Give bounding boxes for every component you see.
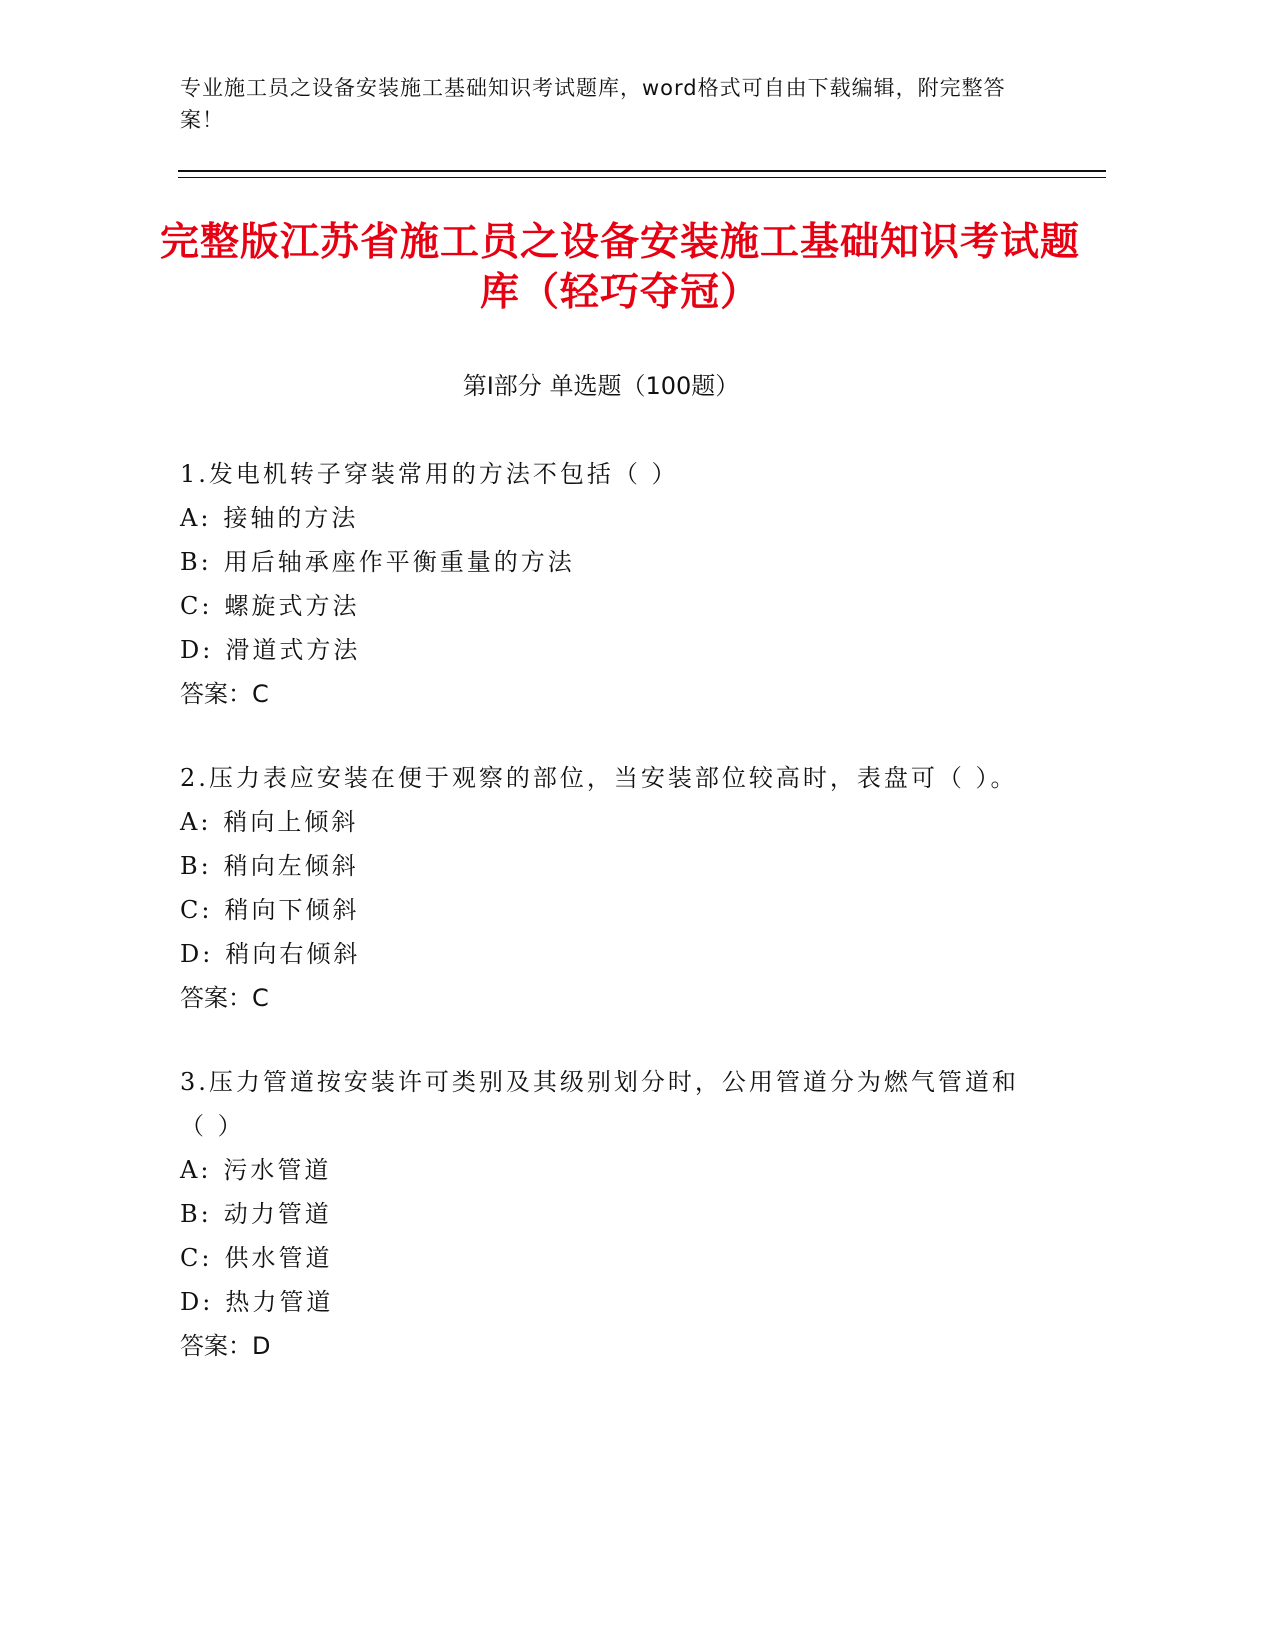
answer-line: 答案：D [180, 1332, 271, 1360]
question-3 [180, 1060, 1040, 1368]
option-a [180, 1148, 1040, 1192]
option-b [180, 1192, 1040, 1236]
option-d [180, 628, 1040, 672]
option-a [180, 496, 1040, 540]
question-stem [180, 1060, 1040, 1148]
question-list [180, 452, 1040, 1408]
option-letter: C: [180, 1244, 213, 1272]
option-c [180, 584, 1040, 628]
option-b [180, 540, 1040, 584]
option-d [180, 1280, 1040, 1324]
option-text: 螺旋式方法 [224, 592, 360, 620]
question-2 [180, 756, 1040, 1020]
option-letter: A: [180, 504, 212, 532]
question-1 [180, 452, 1040, 716]
option-b [180, 844, 1040, 888]
option-text: 用后轴承座作平衡重量的方法 [223, 548, 575, 576]
option-letter: C: [180, 896, 213, 924]
option-letter: C: [180, 592, 213, 620]
option-text: 热力管道 [225, 1288, 334, 1316]
question-text: 压力表应安装在便于观察的部位，当安装部位较高时，表盘可（ ）。 [208, 764, 1018, 792]
option-c [180, 888, 1040, 932]
section-heading: 第Ⅰ部分 单选题（100题） [462, 372, 740, 400]
option-letter: D: [180, 636, 214, 664]
option-text: 供水管道 [224, 1244, 333, 1272]
question-number: 3. [180, 1068, 209, 1096]
question-number: 2. [180, 764, 209, 792]
question-stem [180, 452, 1040, 496]
answer-line: 答案：C [180, 984, 269, 1012]
option-text: 稍向上倾斜 [223, 808, 359, 836]
option-c [180, 1236, 1040, 1280]
header-divider-thin [178, 177, 1106, 178]
option-a [180, 800, 1040, 844]
option-text: 滑道式方法 [225, 636, 361, 664]
option-letter: B: [180, 548, 212, 576]
option-letter: B: [180, 852, 212, 880]
question-number: 1. [180, 460, 209, 488]
option-text: 接轴的方法 [223, 504, 359, 532]
question-text: 压力管道按安装许可类别及其级别划分时，公用管道分为燃气管道和（ ） [180, 1068, 1019, 1140]
option-text: 稍向右倾斜 [225, 940, 361, 968]
document-title: 完整版江苏省施工员之设备安装施工基础知识考试题库（轻巧夺冠） [159, 220, 1080, 315]
option-text: 动力管道 [223, 1200, 332, 1228]
option-text: 稍向下倾斜 [224, 896, 360, 924]
question-text: 发电机转子穿装常用的方法不包括（ ） [208, 460, 679, 488]
option-d [180, 932, 1040, 976]
answer-line: 答案：C [180, 680, 269, 708]
option-letter: A: [180, 808, 212, 836]
option-letter: D: [180, 1288, 214, 1316]
option-letter: B: [180, 1200, 212, 1228]
option-text: 污水管道 [223, 1156, 332, 1184]
option-letter: D: [180, 940, 214, 968]
header-note: 专业施工员之设备安装施工基础知识考试题库，word格式可自由下载编辑，附完整答案！ [180, 76, 1006, 132]
option-letter: A: [180, 1156, 212, 1184]
header-divider-thick [178, 170, 1106, 172]
question-stem [180, 756, 1040, 800]
option-text: 稍向左倾斜 [223, 852, 359, 880]
